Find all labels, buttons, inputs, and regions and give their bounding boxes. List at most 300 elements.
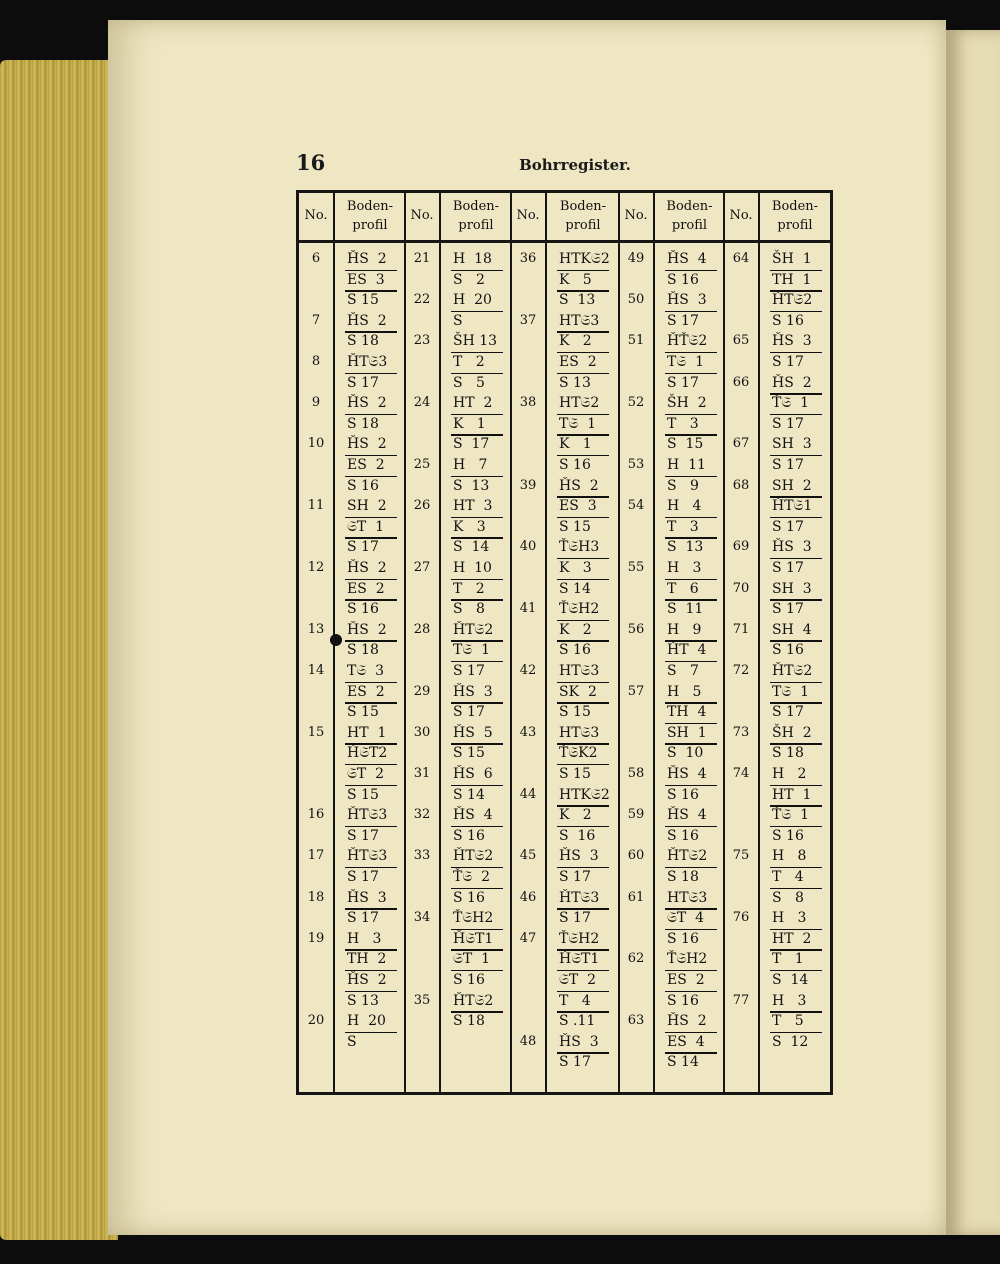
soil-profile-line: HT 2 [772,930,812,947]
soil-profile-line: S 16 [667,827,699,844]
soil-profile-line: S 18 [667,869,699,885]
soil-profile-line: S [347,1033,357,1050]
header-bodenprofil-line: Boden- [559,198,607,214]
soil-profile-line: S 13 [559,292,596,309]
soil-profile-line: ȞS 3 [772,539,812,556]
soil-profile-line: Ť𝔖H3 [559,539,600,556]
soil-profile-line: S 17 [347,539,379,556]
soil-profile-line: S 12 [772,1033,809,1050]
entry-number: 35 [413,992,431,1008]
soil-profile-line: Ȟ𝔖T2 [347,745,388,762]
soil-profile-line: ȞS 4 [667,807,707,824]
soil-profile-line: ȞT 4 [667,642,707,659]
soil-profile-line: HT𝔖3 [667,889,708,906]
entry-number: 64 [732,251,750,266]
soil-profile-line: ES 2 [667,972,705,988]
entry-number: 58 [627,766,645,781]
header-bodenprofil-line: Boden- [771,198,819,214]
entry-number: 17 [307,848,325,864]
soil-profile-line: S 18 [453,1013,485,1030]
entry-number: 45 [519,848,537,864]
soil-profile-line: HT𝔖3 [559,663,600,679]
entry-number: 49 [627,251,645,266]
entry-number: 51 [627,333,645,349]
soil-profile-line: S 17 [772,560,804,576]
soil-profile-line: S 18 [347,642,379,659]
soil-profile-line: S 17 [559,910,591,927]
soil-profile-line: S 2 [453,271,485,288]
soil-profile-line: H 5 [667,683,702,700]
entry-number: 56 [627,621,645,637]
entry-number: 20 [307,1013,325,1029]
soil-profile-line: K 2 [559,333,592,350]
soil-profile-line: S 16 [347,477,379,494]
soil-profile-line: S 18 [347,415,379,432]
entry-number: 8 [311,354,321,369]
entry-number: 61 [627,889,645,905]
soil-profile-line: 𝔖T 1 [453,951,490,968]
entry-number: 18 [307,889,325,905]
soil-profile-line: S 14 [559,580,591,597]
book-page-edges [0,60,118,1240]
soil-profile-line: ES 2 [347,457,385,473]
header-bodenprofil [441,193,511,240]
column-rule [404,193,406,1092]
entry-number: 77 [732,992,750,1008]
soil-profile-line: Ť𝔖H2 [453,910,494,927]
soil-profile-line: ES 2 [559,354,597,370]
soil-profile-line: S 17 [453,704,485,721]
entry-number: 69 [732,539,750,555]
entry-number: 71 [732,621,750,637]
soil-profile-line: S 17 [559,1054,591,1071]
soil-profile-line: ȞS 5 [453,724,493,741]
header-no: No. [624,208,648,224]
soil-profile-line: HT𝔖2 [559,395,600,412]
soil-profile-line: ȞS 2 [347,621,387,638]
entry-number: 75 [732,848,750,864]
soil-profile-line: T𝔖 3 [347,663,384,679]
soil-profile-line: S 14 [453,786,485,803]
soil-profile-line: ȞS 2 [347,436,387,453]
entry-number: 76 [732,910,750,926]
soil-profile-line: ȞT𝔖2 [772,292,813,309]
entry-number: 31 [413,766,431,781]
entry-number: 26 [413,498,431,514]
soil-profile-line: SH 3 [772,436,812,453]
entry-number: 19 [307,930,325,946]
soil-profile-line: ŠH 2 [772,724,812,741]
entry-number: 13 [307,621,325,637]
header-no: No. [516,208,540,224]
entry-number: 16 [307,807,325,823]
soil-profile-line: S 14 [772,972,809,988]
soil-profile-line: SH 4 [772,621,812,638]
soil-profile-line: S 11 [667,601,704,618]
soil-profile-line: S 15 [667,436,704,453]
soil-profile-line: HTK𝔖2 [559,786,610,803]
soil-profile-line: Ť𝔖H2 [559,601,600,618]
soil-profile-line: S [453,312,463,329]
entry-number: 52 [627,395,645,411]
column-rule [510,193,512,1092]
soil-profile-line: T 2 [453,580,485,597]
soil-profile-line: HT 2 [453,395,493,412]
soil-profile-line: S 9 [667,477,699,494]
entry-number: 38 [519,395,537,411]
entry-number: 44 [519,786,537,802]
soil-profile-line: ES 2 [347,580,385,597]
soil-profile-line: S 5 [453,374,485,391]
soil-profile-line: ȞŤ𝔖2 [667,333,708,350]
soil-profile-line: SH 2 [772,477,812,494]
soil-profile-line: ȞT𝔖2 [453,992,494,1009]
soil-profile-line: S 16 [559,827,596,844]
soil-profile-line: ȞT𝔖3 [347,848,388,865]
ink-blot [330,634,342,646]
soil-profile-line: 𝔖T 2 [559,972,596,988]
entry-number: 36 [519,251,537,266]
soil-profile-line: ȞS 4 [667,766,707,782]
soil-profile-line: ȞT𝔖2 [667,848,708,865]
soil-profile-line: S 18 [772,745,804,762]
soil-profile-line: HT 1 [347,724,387,741]
soil-profile-line: H 4 [667,498,702,515]
soil-profile-line: S 15 [559,766,591,782]
header-bodenprofil-line: Boden- [452,198,500,214]
soil-profile-line: ȞS 2 [347,395,387,412]
soil-profile-line: K 2 [559,807,592,824]
soil-profile-line: H 9 [667,621,702,638]
header-bodenprofil-line: profil [565,217,601,233]
entry-number: 50 [627,292,645,308]
soil-profile-line: S 15 [559,518,591,535]
soil-profile-line: H 20 [453,292,492,309]
entry-number: 10 [307,436,325,452]
soil-profile-line: ES 3 [559,498,597,515]
header-no: No. [410,208,434,224]
entry-number: 21 [413,251,431,266]
column-rule [439,193,441,1092]
entry-number: 42 [519,663,537,678]
soil-profile-line: ȞS 2 [347,312,387,329]
soil-profile-line: K 5 [559,271,592,288]
entry-number: 47 [519,930,537,946]
header-bodenprofil-line: Boden- [346,198,394,214]
soil-profile-line: S 17 [453,436,490,453]
soil-profile-line: S 17 [347,374,379,391]
soil-profile-line: HT 3 [453,498,493,515]
soil-profile-line: S 14 [667,1054,699,1071]
entry-number: 40 [519,539,537,555]
soil-profile-line: S 17 [347,869,379,885]
entry-number: 55 [627,560,645,575]
header-bodenprofil [547,193,619,240]
soil-profile-line: ȞS 4 [667,251,707,267]
soil-profile-line: S 17 [347,827,379,844]
soil-profile-line: H 8 [772,848,807,865]
soil-profile-line: ȞS 6 [453,766,493,782]
soil-profile-line: TH 1 [772,271,812,288]
soil-profile-line: Ȟ𝔖T1 [559,951,600,968]
header-bodenprofil-line: profil [777,217,813,233]
soil-profile-line: S 13 [667,539,704,556]
soil-profile-line: S 16 [347,601,379,618]
soil-profile-line: Ť𝔖H2 [559,930,600,947]
entry-number: 39 [519,477,537,493]
entry-number: 25 [413,457,431,472]
soil-profile-line: S 17 [559,869,591,885]
header-bodenprofil [760,193,830,240]
soil-profile-line: ŠH 13 [453,333,498,350]
soil-profile-line: ȞS 4 [453,807,493,824]
column-rule [723,193,725,1092]
header-bodenprofil [655,193,724,240]
soil-profile-line: S 17 [772,601,804,618]
soil-profile-line: Ȟ𝔖T1 [453,930,494,947]
entry-number: 59 [627,807,645,823]
entry-number: 28 [413,621,431,637]
soil-profile-line: 𝔖T 2 [347,766,384,782]
entry-number: 73 [732,724,750,740]
entry-number: 7 [311,312,321,328]
entry-number: 14 [307,663,325,678]
soil-profile-line: S 17 [667,312,699,329]
facing-page-edge [946,30,1000,1235]
soil-profile-line: S 17 [772,704,804,721]
soil-profile-line: SH 3 [772,580,812,597]
soil-profile-line: S 8 [772,889,804,906]
soil-profile-line: T 4 [559,992,591,1009]
column-rule [545,193,547,1092]
soil-profile-line: H 3 [772,910,807,927]
soil-profile-line: T𝔖 1 [453,642,490,659]
soil-profile-line: T 6 [667,580,699,597]
entry-number: 67 [732,436,750,452]
header-bodenprofil-line: profil [352,217,388,233]
soil-profile-line: ȞS 2 [772,374,812,391]
entry-number: 22 [413,292,431,308]
page-number: 16 [296,150,326,175]
soil-profile-line: S 8 [453,601,485,618]
soil-profile-line: S 16 [453,827,485,844]
soil-profile-line: K 3 [453,518,486,535]
soil-profile-line: ȞT𝔖2 [772,663,813,679]
soil-profile-line: S 17 [772,518,804,535]
soil-profile-line: H 7 [453,457,488,473]
soil-profile-line: ȞT𝔖2 [453,848,494,865]
header-bodenprofil-line: profil [671,217,708,233]
soil-profile-line: 𝔖T 4 [667,910,704,927]
bohrregister-table [296,190,833,1095]
soil-profile-line: HT𝔖3 [559,312,600,329]
soil-profile-line: 𝔖T 1 [347,518,384,535]
soil-profile-line: HT 1 [772,786,812,803]
entry-number: 32 [413,807,431,823]
soil-profile-line: Ť𝔖H2 [667,951,708,968]
soil-profile-line: H 3 [667,560,702,576]
soil-profile-line: S 16 [772,312,804,329]
soil-profile-line: H 2 [772,766,807,782]
soil-profile-line: ȞS 3 [347,889,387,906]
entry-number: 30 [413,724,431,740]
entry-number: 23 [413,333,431,349]
soil-profile-line: ES 2 [347,683,385,700]
soil-profile-line: ȞS 3 [667,292,707,309]
soil-profile-line: S 16 [667,992,699,1009]
soil-profile-line: S 16 [667,786,699,803]
column-rule [653,193,655,1092]
soil-profile-line: S 17 [453,663,485,679]
entry-number: 24 [413,395,431,411]
soil-profile-line: S 17 [772,354,804,370]
soil-profile-line: T 3 [667,518,699,535]
soil-profile-line: S 7 [667,663,699,679]
soil-profile-line: S 17 [347,910,379,927]
soil-profile-line: ŠH 2 [667,395,707,412]
soil-profile-line: S 14 [453,539,490,556]
entry-number: 62 [627,951,645,967]
running-header: Bohrregister. [519,156,631,174]
soil-profile-line: S 15 [347,704,379,721]
entry-number: 72 [732,663,750,678]
soil-profile-line: S 16 [667,930,699,947]
soil-profile-line: K 2 [559,621,592,638]
soil-profile-line: Ť𝔖 1 [772,807,809,824]
soil-profile-line: S 16 [772,827,804,844]
soil-profile-line: ȞS 2 [667,1013,707,1030]
entry-number: 12 [307,560,325,575]
soil-profile-line: ES 3 [347,271,385,288]
soil-profile-line: H 3 [772,992,807,1009]
entry-number: 37 [519,312,537,328]
entry-number: 43 [519,724,537,740]
soil-profile-line: H 18 [453,251,492,267]
soil-profile-line: H 10 [453,560,492,576]
soil-profile-line: SH 2 [347,498,387,515]
entry-number: 11 [307,498,325,514]
soil-profile-line: ȞS 3 [559,1033,599,1050]
soil-profile-line: T 3 [667,415,699,432]
soil-profile-line: T𝔖 1 [559,415,596,432]
entry-number: 70 [732,580,750,596]
soil-profile-line: Ť𝔖 1 [772,395,809,412]
soil-profile-line: H 11 [667,457,706,473]
entry-number: 60 [627,848,645,864]
soil-profile-line: K 1 [453,415,486,432]
entry-number: 46 [519,889,537,905]
soil-profile-line: ȞS 3 [453,683,493,700]
entry-number: 41 [519,601,537,617]
entry-number: 29 [413,683,431,699]
soil-profile-line: ŠH 1 [772,251,812,267]
soil-profile-line: ȞT𝔖3 [559,889,600,906]
soil-profile-line: S 10 [667,745,704,762]
soil-profile-line: ȞT𝔖1 [772,498,813,515]
soil-profile-line: Ť𝔖K2 [559,745,598,762]
header-no: No. [729,208,753,224]
soil-profile-line: ȞS 2 [347,251,387,267]
soil-profile-line: TH 2 [347,951,387,968]
header-no: No. [304,208,328,224]
soil-profile-line: ES 4 [667,1033,705,1050]
entry-number: 54 [627,498,645,514]
entry-number: 33 [413,848,431,864]
soil-profile-line: T𝔖 1 [667,354,704,370]
entry-number: 74 [732,766,750,781]
soil-profile-line: ȞS 3 [772,333,812,350]
soil-profile-line: S 16 [559,642,591,659]
header-bodenprofil-line: profil [458,217,494,233]
entry-number: 65 [732,333,750,349]
entry-number: 27 [413,560,431,575]
soil-profile-line: T 4 [772,869,804,885]
soil-profile-line: ȞT𝔖2 [453,621,494,638]
soil-profile-line: S 17 [772,457,804,473]
soil-profile-line: TH 4 [667,704,707,721]
column-rule [758,193,760,1092]
entry-number: 68 [732,477,750,493]
header-bodenprofil [335,193,405,240]
soil-profile-line: HT𝔖3 [559,724,600,741]
soil-profile-line: ȞS 2 [347,972,387,988]
soil-profile-line: Ť𝔖 2 [453,869,490,885]
soil-profile-line: S 16 [453,972,485,988]
entry-number: 66 [732,374,750,390]
soil-profile-line: T 5 [772,1013,804,1030]
entry-number: 34 [413,910,431,926]
entry-number: 53 [627,457,645,472]
entry-number: 9 [311,395,321,411]
entry-number: 63 [627,1013,645,1029]
soil-profile-line: H 20 [347,1013,386,1030]
header-rule [299,240,830,243]
soil-profile-line: K 3 [559,560,592,576]
soil-profile-line: SH 1 [667,724,707,741]
soil-profile-line: ȞT𝔖3 [347,807,388,824]
soil-profile-line: S 13 [559,374,591,391]
soil-profile-line: S 17 [667,374,699,391]
soil-profile-line: S 15 [453,745,485,762]
soil-profile-line: S 17 [772,415,804,432]
soil-profile-line: SK 2 [559,683,597,700]
entry-number: 6 [311,251,321,266]
soil-profile-line: ȞS 3 [559,848,599,865]
soil-profile-line: HTK𝔖2 [559,251,610,267]
soil-profile-line: T 2 [453,354,485,370]
soil-profile-line: H 3 [347,930,382,947]
soil-profile-line: S 13 [453,477,490,494]
entry-number: 48 [519,1033,537,1049]
soil-profile-line: ȞS 2 [559,477,599,494]
soil-profile-line: S 13 [347,992,379,1009]
header-bodenprofil-line: Boden- [666,198,713,214]
soil-profile-line: S 16 [667,271,699,288]
soil-profile-line: S 15 [559,704,591,721]
soil-profile-line: ȞT𝔖3 [347,354,388,370]
soil-profile-line: S 15 [347,786,379,803]
soil-profile-line: ȞS 2 [347,560,387,576]
soil-profile-line: T 1 [772,951,804,968]
soil-profile-line: S .11 [559,1013,596,1030]
entry-number: 57 [627,683,645,699]
soil-profile-line: S 16 [453,889,485,906]
entry-number: 15 [307,724,325,740]
soil-profile-line: K 1 [559,436,592,453]
soil-profile-line: S 18 [347,333,379,350]
soil-profile-line: S 16 [772,642,804,659]
soil-profile-line: S 16 [559,457,591,473]
